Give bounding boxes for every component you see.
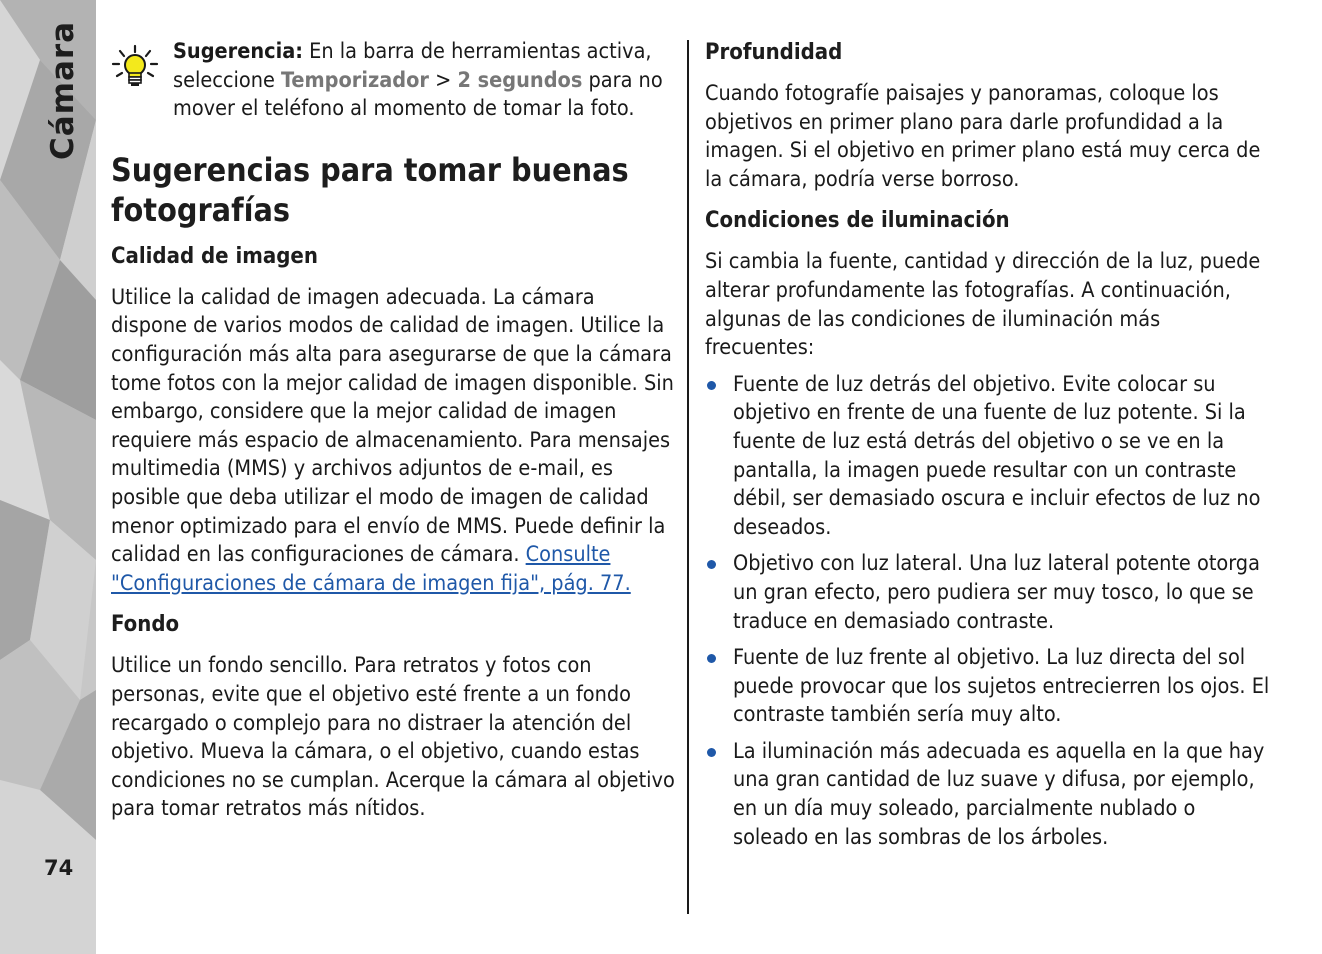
bullet-icon (707, 654, 716, 663)
paragraph-depth: Cuando fotografíe paisajes y panoramas, coloque los objetivos en primer plano para darle profundidad a la imagen. Si el objetivo en primer plano está muy cerca de la cámara, podría verse borroso. (705, 81, 1261, 192)
tip-separator: > (428, 67, 458, 93)
list-item-text: Fuente de luz frente al objetivo. La luz directa del sol puede provocar que los sujetos entrecierren los ojos. El contraste también sería muy alto. (733, 645, 1270, 728)
list-item (705, 371, 1271, 543)
tip-term-seconds: 2 segundos (457, 67, 583, 93)
list-item (705, 738, 1271, 852)
lighting-list (705, 371, 1271, 853)
bullet-icon (707, 560, 716, 569)
page-number: 74 (44, 856, 74, 880)
tip-label: Sugerencia: (173, 39, 303, 64)
tip-box (111, 38, 675, 124)
list-item (705, 550, 1271, 636)
left-column (111, 38, 675, 824)
paragraph-image-quality (111, 284, 675, 599)
heading-background: Fondo (111, 612, 180, 638)
page-title: Sugerencias para tomar buenas fotografías (111, 150, 629, 229)
section-title: Cámara (45, 20, 81, 160)
image-quality-text: Utilice la calidad de imagen adecuada. La cámara dispone de varios modos de calidad de imagen. Utilice la configuración más alta para asegurarse de que la cámara tome fotos con la mejor calidad de imagen disponible. Sin embargo, considere que la mejor calidad de imagen requiere más espacio de almacenamiento. Para mensajes multimedia (MMS) y archivos adjuntos de e-mail, es posible que deba utilizar el modo de imagen de calidad menor optimizado para el envío de MMS. Puede definir la calidad en las configuraciones de cámara. (111, 284, 674, 568)
list-item (705, 644, 1271, 730)
lightbulb-icon (111, 44, 161, 94)
list-item-text: Fuente de luz detrás del objetivo. Evite colocar su objetivo en frente de una fuente de luz potente. Si la fuente de luz está detrás del objetivo o se ve en la pantalla, la imagen puede resultar con un contraste débil, ser demasiado oscura e incluir efectos de luz no deseados. (733, 371, 1261, 540)
tip-term-timer: Temporizador (281, 67, 429, 93)
paragraph-background: Utilice un fondo sencillo. Para retratos y fotos con personas, evite que el objetivo esté frente a un fondo recargado o complejo para no distraer la atención del objetivo. Mueva la cámara, o el objetivo, cuando estas condiciones no se cumplan. Acerque la cámara al objetivo para tomar retratos más nítidos. (111, 653, 675, 822)
heading-image-quality: Calidad de imagen (111, 243, 318, 269)
bullet-icon (707, 748, 716, 757)
heading-depth: Profundidad (705, 40, 843, 65)
bullet-icon (707, 381, 716, 390)
tip-text-2: para no mover el teléfono al momento de tomar la foto. (173, 67, 663, 122)
side-band (0, 0, 96, 954)
column-divider (687, 40, 689, 914)
list-item-text: La iluminación más adecuada es aquella en la que hay una gran cantidad de luz suave y difusa, por ejemplo, en un día muy soleado, parcialmente nublado o soleado en las sombras de los árboles. (733, 738, 1265, 850)
right-column (705, 38, 1271, 860)
list-item-text: Objetivo con luz lateral. Una luz lateral potente otorga un gran efecto, pero pudiera ser muy tosco, lo que se traduce en demasiado contraste. (733, 551, 1260, 634)
heading-lighting: Condiciones de iluminación (705, 208, 1010, 234)
paragraph-lighting: Si cambia la fuente, cantidad y dirección de la luz, puede alterar profundamente las fotografías. A continuación, algunas de las condiciones de iluminación más frecuentes: (705, 249, 1261, 361)
tip-text-1: En la barra de herramientas activa, seleccione (173, 39, 652, 93)
settings-reference-link[interactable]: Consulte "Configuraciones de cámara de imagen fija", pág. 77. (111, 542, 631, 596)
